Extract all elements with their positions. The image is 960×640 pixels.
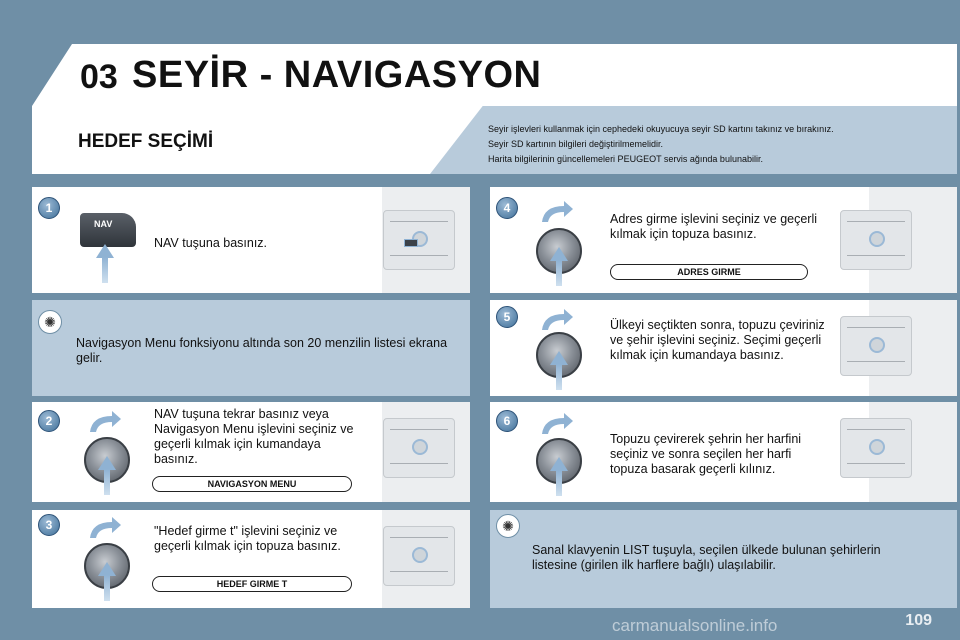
console-icon — [840, 418, 912, 478]
push-arrow-shaft — [556, 260, 562, 286]
section-intro — [488, 122, 948, 167]
section-title: HEDEF SEÇİMİ — [78, 131, 214, 152]
console-icon — [383, 526, 455, 586]
chapter-number: 03 — [80, 58, 118, 96]
rotate-arrow-icon — [540, 308, 574, 332]
push-arrow-icon — [98, 456, 116, 470]
push-arrow-icon — [550, 351, 568, 365]
console-icon — [840, 316, 912, 376]
push-arrow-shaft — [556, 364, 562, 390]
push-arrow-shaft — [104, 575, 110, 601]
tip-1-text: Navigasyon Menu fonksiyonu altında son 20 menzilin listesi ekrana gelir. — [76, 336, 448, 365]
watermark: carmanualsonline.info — [612, 616, 778, 635]
console-icon — [383, 210, 455, 270]
step-6-text: Topuzu çevirerek şehrin her harfini seçiniz ve sonra seçilen her harfi topuza basarak geçerli kılınız. — [610, 432, 802, 476]
push-arrow-shaft — [104, 469, 110, 495]
console-icon — [383, 418, 455, 478]
page-number: 109 — [905, 612, 932, 629]
push-arrow-shaft — [102, 257, 108, 283]
menu-label-pill: ADRES GIRME — [610, 264, 808, 280]
push-arrow-icon — [550, 247, 568, 261]
chapter-title: SEYİR - NAVIGASYON — [132, 54, 542, 96]
push-arrow-icon — [96, 244, 114, 258]
push-arrow-icon — [98, 562, 116, 576]
step-1-text: NAV tuşuna basınız. — [154, 236, 268, 250]
menu-label-pill: HEDEF GIRME T — [152, 576, 352, 592]
step-2-text: NAV tuşuna tekrar basınız veya Navigasyon Menu işlevini seçiniz ve geçerli kılmak için kumandaya basınız. — [154, 407, 354, 466]
lightbulb-icon: ✺ — [496, 514, 520, 538]
step-5-text: Ülkeyi seçtikten sonra, topuzu çeviriniz ve şehir işlevini seçiniz. Seçimi geçerli kılmak için kumandaya basınız. — [610, 318, 825, 362]
rotate-arrow-icon — [88, 516, 122, 540]
push-arrow-shaft — [556, 470, 562, 496]
step-badge-1: 1 — [38, 197, 60, 219]
lightbulb-icon: ✺ — [38, 310, 62, 334]
step-badge-4: 4 — [496, 197, 518, 219]
step-3-text: "Hedef girme t" işlevini seçiniz ve geçerli kılmak için topuza basınız. — [154, 524, 341, 553]
push-arrow-icon — [550, 457, 568, 471]
rotate-arrow-icon — [88, 410, 122, 434]
intro-line: Harita bilgilerinin güncellemeleri PEUGEOT servis ağında bulunabilir. — [488, 154, 763, 164]
step-badge-2: 2 — [38, 410, 60, 432]
intro-line: Seyir SD kartının bilgileri değiştirilmemelidir. — [488, 139, 664, 149]
nav-key-icon: NAV — [80, 213, 136, 247]
rotate-arrow-icon — [540, 200, 574, 224]
step-badge-6: 6 — [496, 410, 518, 432]
step-badge-5: 5 — [496, 306, 518, 328]
intro-line: Seyir işlevleri kullanmak için cephedeki okuyucuya seyir SD kartını takınız ve bırakınız. — [488, 124, 834, 134]
menu-label-pill: NAVIGASYON MENU — [152, 476, 352, 492]
rotate-arrow-icon — [540, 412, 574, 436]
console-icon — [840, 210, 912, 270]
step-4-text: Adres girme işlevini seçiniz ve geçerli kılmak için topuza basınız. — [610, 212, 818, 241]
tip-2-text: Sanal klavyenin LIST tuşuyla, seçilen ülkede bulunan şehirlerin listesine (girilen ilk harflere bağlı) ulaşılabilir. — [532, 543, 881, 572]
step-badge-3: 3 — [38, 514, 60, 536]
